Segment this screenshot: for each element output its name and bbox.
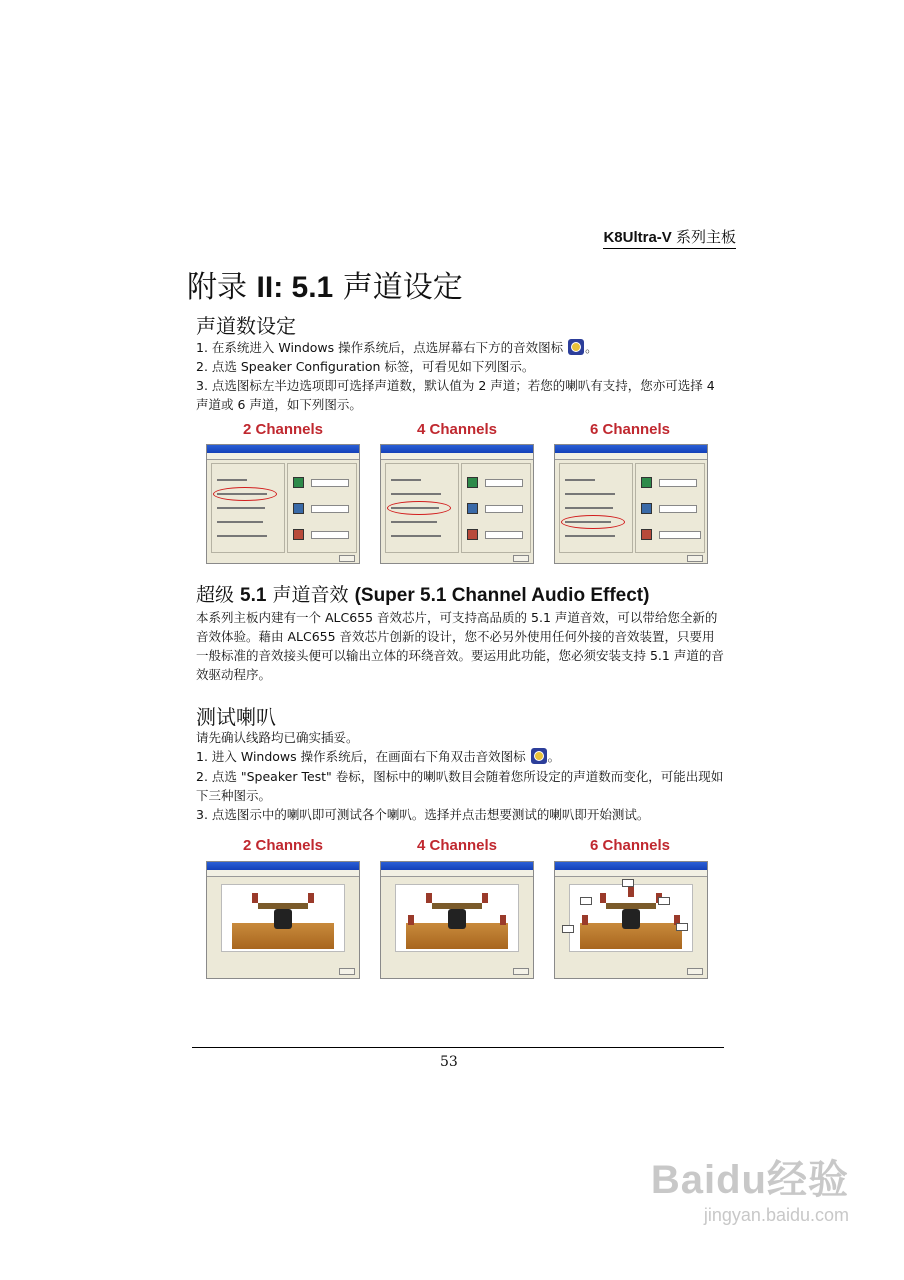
channel-label-2: 2 Channels	[242, 837, 324, 854]
running-header	[603, 226, 736, 249]
speaker-test-screenshot-2ch	[206, 861, 360, 979]
heading-bold: 5.1	[240, 585, 267, 606]
section3-step1	[196, 747, 726, 766]
speaker-test-screenshot-6ch	[554, 861, 708, 979]
section3-intro: 请先确认线路均已确实插妥。	[196, 730, 359, 745]
step1-text: 1. 进入 Windows 操作系统后，在画面右下角双击音效图标	[196, 749, 526, 764]
channel-label-4: 4 Channels	[416, 421, 498, 438]
channel-label-2: 2 Channels	[242, 421, 324, 438]
step1-end: 。	[547, 749, 561, 764]
title-suffix: 声道设定	[333, 270, 463, 305]
page-title	[187, 262, 463, 306]
section1-step1	[196, 338, 726, 357]
section3-heading: 测试喇叭	[196, 705, 276, 729]
footer-rule	[192, 1047, 724, 1048]
product-suffix: 系列主板	[675, 228, 736, 246]
heading-cn: 超级	[196, 584, 241, 606]
title-bold: II: 5.1	[256, 271, 334, 304]
step1-end: 。	[585, 340, 598, 355]
speaker-config-screenshot-4ch	[380, 444, 534, 564]
section2-body: 本系列主板内建有一个 ALC655 音效芯片，可支持高品质的 5.1 声道音效，可以带给您全新的音效体验。藉由 ALC655 音效芯片创新的设计，您不必另外使用任何外接的音效装置，只要用一般标准的音效接头便可以输出立体的环绕音效。要运用此功能，您必须安装支持 5.1 声道的音效驱动程序。	[196, 610, 724, 682]
section1-step2: 2. 点选 Speaker Configuration 标签，可看见如下列图示。	[196, 359, 535, 374]
step1-text: 1. 在系统进入 Windows 操作系统后，点选屏幕右下方的音效图标	[196, 340, 564, 355]
title-prefix: 附录	[187, 270, 257, 305]
section3-step2: 2. 点选 "Speaker Test" 卷标，图标中的喇叭数目会随着您所设定的声道数而变化，可能出现如下三种图示。	[196, 769, 724, 803]
product-name: K8Ultra-V	[603, 229, 672, 246]
speaker-config-screenshot-2ch	[206, 444, 360, 564]
baidu-watermark	[651, 1148, 849, 1226]
section1-step3: 3. 点选图标左半边选项即可选择声道数，默认值为 2 声道；若您的喇叭有支持，您亦可选择 4 声道或 6 声道，如下列图示。	[196, 378, 715, 412]
speaker-test-screenshot-4ch	[380, 861, 534, 979]
watermark-url: jingyan.baidu.com	[703, 1205, 849, 1225]
section2-heading	[196, 580, 649, 607]
channel-label-6: 6 Channels	[589, 421, 671, 438]
speaker-config-screenshot-6ch	[554, 444, 708, 564]
page-number: 53	[440, 1054, 458, 1070]
section3-step3: 3. 点选图示中的喇叭即可测试各个喇叭。选择并点击想要测试的喇叭即开始测试。	[196, 807, 650, 822]
channel-label-4: 4 Channels	[416, 837, 498, 854]
audio-tray-icon	[568, 339, 584, 355]
heading-cn2: 声道音效	[266, 584, 355, 606]
watermark-brand: Baidu经验	[650, 1158, 849, 1202]
section1-heading: 声道数设定	[196, 314, 296, 338]
audio-tray-icon	[531, 748, 547, 764]
heading-en: (Super 5.1 Channel Audio Effect)	[354, 585, 650, 606]
channel-label-6: 6 Channels	[589, 837, 671, 854]
